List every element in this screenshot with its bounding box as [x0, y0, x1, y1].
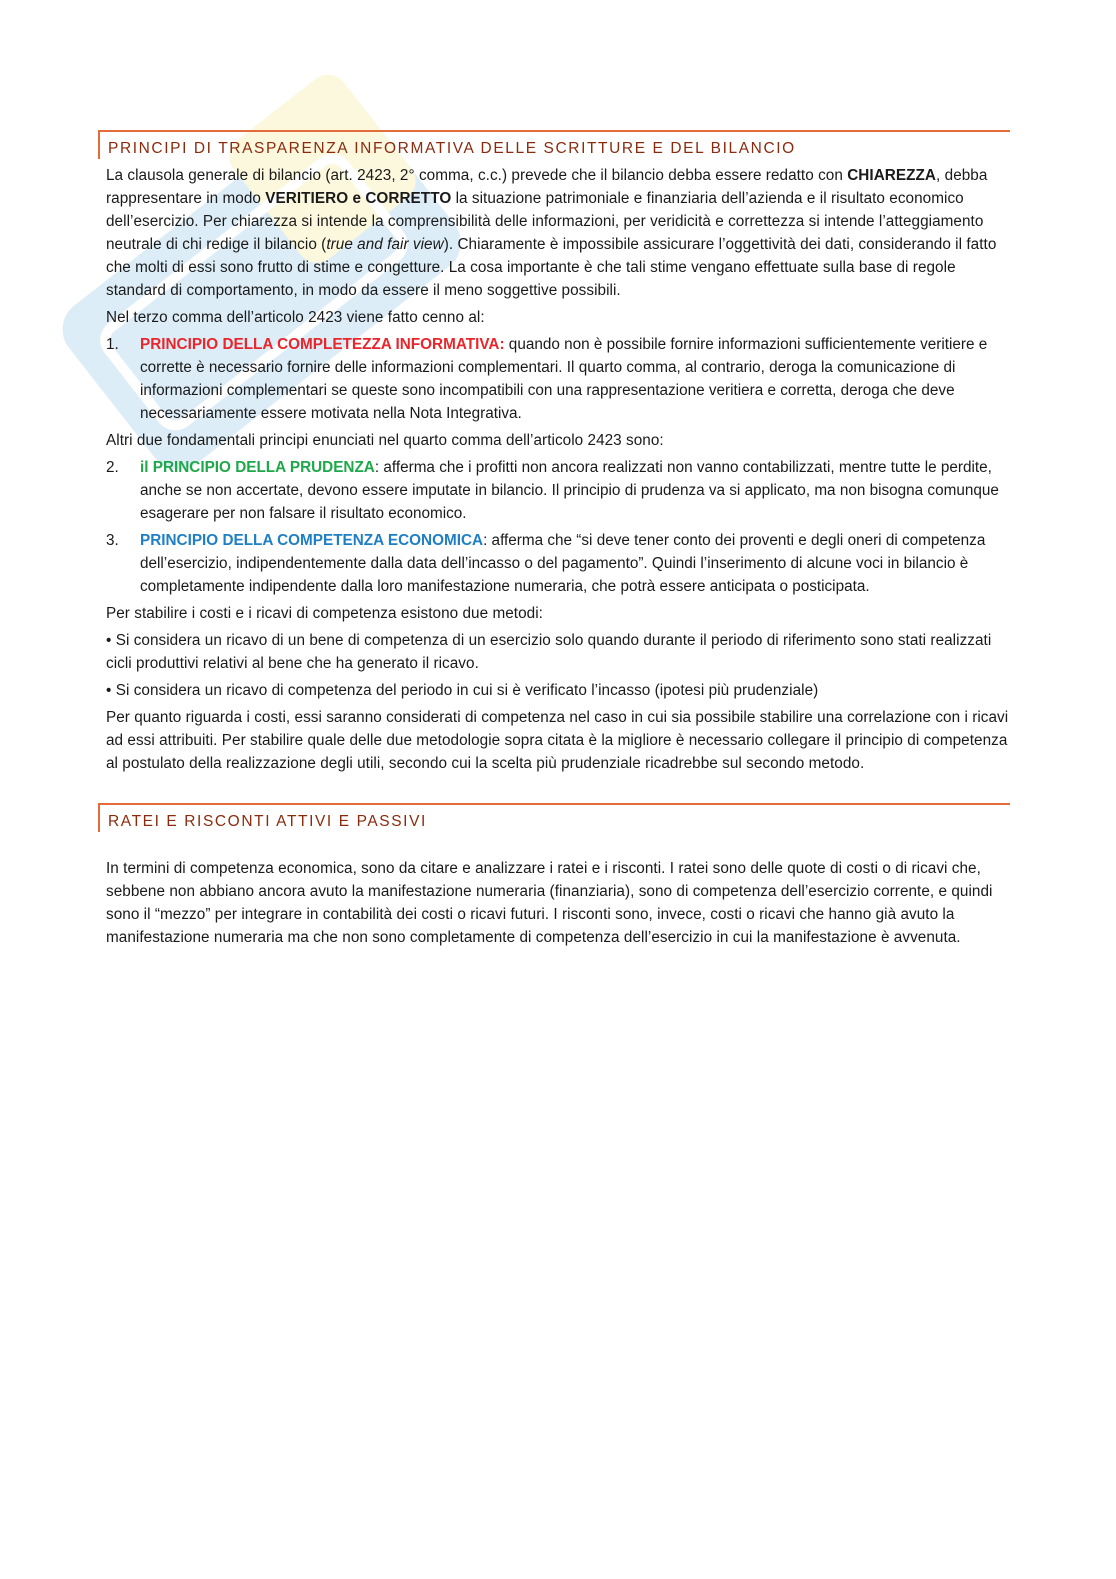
principle-text: quando non è possibile fornire informazioni sufficientemente veritiere e corrette è necessario fornire delle informazioni complementari. Il quarto comma, al contrario, deroga la comunicazione di informazioni complementari se queste sono incompatibili con una rappresentazione veritiera e corretta, deroga che deve necessariamente essere motivata nella Nota Integrativa.: [140, 336, 988, 422]
list-item: [106, 456, 1010, 525]
list-number: 2.: [106, 459, 119, 476]
section-ratei: [106, 803, 1010, 949]
list-body: [140, 529, 1010, 598]
document-page: [106, 130, 1010, 953]
principle-title: PRINCIPIO DELLA COMPLETEZZA INFORMATIVA:: [140, 336, 505, 353]
principle-text: : afferma che “si deve tener conto dei proventi e degli oneri di competenza dell’esercizio, indipendentemente dalla data dell’incasso o del pagamento”. Quindi l’inserimento di alcune voci in bilancio è completamente indipendente dalla loro manifestazione numeraria, che potrà essere anticipata o posticipata.: [140, 532, 986, 595]
list-item: [106, 333, 1010, 425]
paragraph-quarto-comma: Altri due fondamentali principi enunciati nel quarto comma dell’articolo 2423 sono:: [106, 432, 664, 449]
paragraph-text: la situazione patrimoniale e finanziaria dell’azienda e il risultato economico dell’esercizio. Per chiarezza si intende la comprensibilità delle informazioni, per veridicità e correttezza si intende l’atteggiamento neutrale di chi redige il bilancio (: [106, 190, 984, 253]
paragraph-costi: Per quanto riguarda i costi, essi saranno considerati di competenza nel caso in cui sia possibile stabilire una correlazione con i ricavi ad essi attribuiti. Per stabilire quale delle due metodologie sopra citata è la migliore è necessario collegare il principio di competenza al postulato della realizzazione degli utili, secondo cui la scelta più prudenziale ricadrebbe sul secondo metodo.: [106, 709, 1009, 772]
paragraph-metodi: Per stabilire i costi e i ricavi di competenza esistono due metodi:: [106, 605, 543, 622]
principles-list-1: [106, 333, 1010, 425]
principles-list-2: [106, 456, 1010, 598]
list-number: 3.: [106, 532, 119, 549]
paragraph-terzo-comma: Nel terzo comma dell’articolo 2423 viene fatto cenno al:: [106, 309, 485, 326]
list-body: [140, 456, 1010, 525]
italic-term: true and fair view: [326, 236, 444, 253]
principle-title: il PRINCIPIO DELLA PRUDENZA: [140, 459, 375, 476]
paragraph-text: , debba rappresentare in modo: [106, 167, 988, 207]
list-item: [106, 529, 1010, 598]
bullet-item: • Si considera un ricavo di competenza del periodo in cui si è verificato l’incasso (ipotesi più prudenziale): [106, 682, 819, 699]
bullet-item: • Si considera un ricavo di un bene di competenza di un esercizio solo quando durante il periodo di riferimento sono stati realizzati cicli produttivi relativi al bene che ha generato il ricavo.: [106, 632, 992, 672]
principle-title: PRINCIPIO DELLA COMPETENZA ECONOMICA: [140, 532, 484, 549]
paragraph-text: ). Chiaramente è impossibile assicurare l’oggettività dei dati, considerando il fatto che molti di essi sono frutto di stime e congetture. La cosa importante è che tali stime vengano effettuate sulla base di regole standard di comportamento, in modo da essere il meno soggettive possibili.: [106, 236, 997, 299]
principle-text: : afferma che i profitti non ancora realizzati non vanno contabilizzati, mentre tutte le perdite, anche se non accertate, devono essere imputate in bilancio. Il principio di prudenza va si applicato, ma non bisogna comunque esagerare per non falsare il risultato economico.: [140, 459, 999, 522]
bold-term: VERITIERO e CORRETTO: [265, 190, 452, 207]
paragraph-ratei: In termini di competenza economica, sono da citare e analizzare i ratei e i risconti. I ratei sono delle quote di costi o di ricavi che, sebbene non abbiano ancora avuto la manifestazione numeraria (finanziaria), sono di competenza dell’esercizio corrente, e quindi sono il “mezzo” per integrare in contabilità dei costi o ricavi futuri. I risconti sono, invece, costi o ricavi che hanno già avuto la manifestazione numeraria ma che non sono completamente di competenza dell’esercizio in cui la manifestazione è avvenuta.: [106, 860, 993, 946]
section-heading-ratei: RATEI E RISCONTI ATTIVI E PASSIVI: [98, 803, 1010, 832]
paragraph-text: La clausola generale di bilancio (art. 2423, 2° comma, c.c.) prevede che il bilancio debba essere redatto con: [106, 167, 848, 184]
list-body: [140, 333, 1010, 425]
list-number: 1.: [106, 336, 119, 353]
paragraph-clausola: [106, 164, 1010, 302]
bold-term: CHIAREZZA: [847, 167, 937, 184]
section-heading-trasparenza: PRINCIPI DI TRASPARENZA INFORMATIVA DELLE SCRITTURE E DEL BILANCIO: [98, 130, 1010, 159]
